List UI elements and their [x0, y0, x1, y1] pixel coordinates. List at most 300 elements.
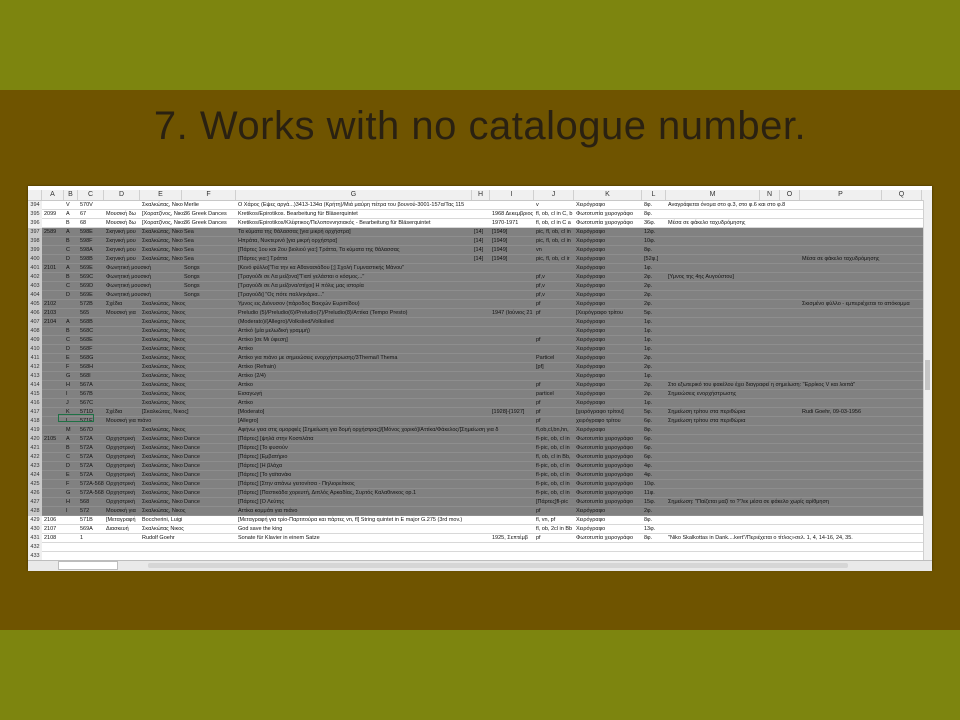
- cell-e[interactable]: [142, 282, 181, 291]
- cell-h[interactable]: [474, 516, 489, 525]
- cell-a[interactable]: 2107: [44, 526, 57, 532]
- cell-d[interactable]: [106, 381, 139, 390]
- scrollbar-thumb[interactable]: [925, 360, 930, 390]
- column-header[interactable]: Q: [882, 190, 922, 200]
- cell-f[interactable]: [184, 327, 235, 336]
- row-number[interactable]: 402: [28, 273, 42, 282]
- cell-e[interactable]: Σκαλκώτας, Νικος: [142, 328, 186, 334]
- cell-m[interactable]: [668, 363, 759, 372]
- table-row[interactable]: [28, 399, 932, 408]
- cell-b[interactable]: B: [66, 274, 70, 280]
- cell-a[interactable]: [44, 246, 63, 255]
- cell-g[interactable]: [Moderato]: [238, 409, 265, 415]
- cell-c[interactable]: 598F: [80, 238, 93, 244]
- cell-c[interactable]: 568: [80, 499, 90, 505]
- cell-l[interactable]: 2φ.: [644, 508, 653, 514]
- cell-a[interactable]: [44, 291, 63, 300]
- cell-d[interactable]: Ορχηστρική: [106, 481, 136, 487]
- cell-c[interactable]: 572A: [80, 463, 93, 469]
- cell-c[interactable]: 598A: [80, 247, 93, 253]
- cell-g[interactable]: Αττίκα κομμάτι για πιάνο: [238, 508, 298, 514]
- cell-k[interactable]: Φωτοτυπία χειρογράφο: [576, 499, 634, 505]
- cell-d[interactable]: [Μεταγραφή: [106, 517, 136, 523]
- cell-e[interactable]: Σκαλκώτας, Νικος: [142, 391, 186, 397]
- cell-h[interactable]: [474, 282, 489, 291]
- cell-d[interactable]: [106, 327, 139, 336]
- table-row[interactable]: [28, 201, 932, 210]
- cell-e[interactable]: Σκαλκώτας, Νικο: [142, 463, 183, 469]
- cell-g[interactable]: [Κενό φύλλο]"Για την κα Αθανασιάδου [;] Σχολή Γυμναστικής Μάνου": [238, 265, 405, 271]
- cell-j[interactable]: pf: [536, 337, 541, 343]
- table-row[interactable]: [28, 525, 932, 534]
- cell-p[interactable]: [802, 336, 881, 345]
- cell-l[interactable]: 2φ.: [644, 292, 653, 298]
- cell-j[interactable]: vn: [536, 247, 542, 253]
- cell-f[interactable]: 36 Greek Dances: [184, 211, 227, 217]
- cell-m[interactable]: Σημειώσεις ενορχήστρωσης: [668, 391, 737, 397]
- cell-i[interactable]: [492, 273, 533, 282]
- cell-c[interactable]: 570V: [80, 202, 93, 208]
- cell-e[interactable]: Σκαλκώτας, Νικος: [142, 382, 186, 388]
- cell-d[interactable]: Μουσική για: [106, 508, 136, 514]
- table-row[interactable]: [28, 462, 932, 471]
- cell-d[interactable]: [106, 336, 139, 345]
- cell-f[interactable]: Songs: [184, 265, 200, 271]
- row-number[interactable]: 398: [28, 237, 42, 246]
- cell-e[interactable]: Σκαλκώτας, Νικο: [142, 436, 183, 442]
- cell-g[interactable]: Υμνος εις Διόνυσον (πάροδος Βακχών Ευριπίδου): [238, 301, 360, 307]
- cell-p[interactable]: [802, 498, 881, 507]
- cell-h[interactable]: [474, 354, 489, 363]
- cell-g[interactable]: [Allegro]: [238, 418, 259, 424]
- cell-k[interactable]: Χειρόγραφο: [576, 427, 606, 433]
- table-row[interactable]: [28, 408, 932, 417]
- table-row[interactable]: [28, 453, 932, 462]
- cell-g[interactable]: Αττίκο: [238, 346, 253, 352]
- cell-i[interactable]: [492, 489, 533, 498]
- cell-m[interactable]: Μέσα σε φάκελο ταχυδρόμησης: [668, 220, 746, 226]
- cell-g[interactable]: [Πάρτες] [Το φυσούν: [238, 445, 288, 451]
- cell-g[interactable]: Τα κύματα της θάλασσας [για μικρή ορχήστρα]: [238, 229, 351, 235]
- cell-a[interactable]: [44, 543, 63, 552]
- cell-p[interactable]: [802, 516, 881, 525]
- cell-l[interactable]: 2φ.: [644, 283, 653, 289]
- cell-i[interactable]: [1949]: [492, 256, 508, 262]
- table-row[interactable]: [28, 291, 932, 300]
- cell-j[interactable]: [pf]: [536, 364, 544, 370]
- cell-m[interactable]: [668, 282, 759, 291]
- cell-a[interactable]: [44, 273, 63, 282]
- cell-i[interactable]: [492, 543, 533, 552]
- row-number[interactable]: 410: [28, 345, 42, 354]
- cell-l[interactable]: [644, 543, 665, 552]
- cell-i[interactable]: [492, 381, 533, 390]
- cell-f[interactable]: Dance: [184, 490, 200, 496]
- cell-j[interactable]: fl, ob, cl in Bb,: [536, 454, 571, 460]
- cell-h[interactable]: [474, 201, 489, 210]
- cell-e[interactable]: Σκαλκώτας, Νικος: [142, 355, 186, 361]
- cell-j[interactable]: fl, vn, pf: [536, 517, 556, 523]
- cell-h[interactable]: [474, 543, 489, 552]
- table-row[interactable]: [28, 327, 932, 336]
- table-row[interactable]: [28, 363, 932, 372]
- cell-b[interactable]: G: [66, 490, 71, 496]
- cell-f[interactable]: Songs: [184, 292, 200, 298]
- cell-g[interactable]: [Πάρτες] [Η βλάχα: [238, 463, 283, 469]
- cell-l[interactable]: 8φ.: [644, 211, 653, 217]
- cell-p[interactable]: [802, 444, 881, 453]
- cell-d[interactable]: Ορχηστρική: [106, 463, 136, 469]
- cell-m[interactable]: "Niko Skalkottas in Dank....kert"/Περιέχεται ο τίτλος»σελ. 1, 4, 14-16, 24, 35.: [668, 535, 853, 541]
- cell-m[interactable]: [668, 507, 759, 516]
- cell-i[interactable]: 1968 Δεκεμβριος: [492, 211, 534, 217]
- cell-a[interactable]: 2108: [44, 535, 57, 541]
- cell-a[interactable]: [44, 282, 63, 291]
- cell-m[interactable]: [668, 264, 759, 273]
- cell-c[interactable]: 68: [80, 220, 87, 226]
- cell-j[interactable]: [536, 345, 573, 354]
- cell-f[interactable]: [184, 543, 235, 552]
- cell-k[interactable]: Φωτοτυπία χειρογράφο: [576, 490, 634, 496]
- cell-b[interactable]: H: [66, 499, 70, 505]
- cell-f[interactable]: 36 Greek Dances: [184, 220, 227, 226]
- cell-d[interactable]: Διασκευή: [106, 526, 129, 532]
- cell-l[interactable]: 2φ.: [644, 274, 653, 280]
- cell-f[interactable]: [184, 390, 235, 399]
- table-row[interactable]: [28, 264, 932, 273]
- cell-l[interactable]: 6φ.: [644, 418, 653, 424]
- cell-c[interactable]: 567B: [80, 391, 93, 397]
- cell-f[interactable]: Sea: [184, 256, 194, 262]
- cell-p[interactable]: [802, 453, 881, 462]
- cell-l[interactable]: 1φ.: [644, 346, 653, 352]
- cell-j[interactable]: fl-pic, ob, cl in: [536, 481, 570, 487]
- cell-p[interactable]: [802, 390, 881, 399]
- cell-p[interactable]: [802, 327, 881, 336]
- cell-i[interactable]: [492, 318, 533, 327]
- cell-j[interactable]: [536, 372, 573, 381]
- cell-p[interactable]: [802, 354, 881, 363]
- cell-f[interactable]: [184, 516, 235, 525]
- cell-k[interactable]: Φωτοτυπία χειρογράφο: [576, 445, 634, 451]
- cell-l[interactable]: 4φ.: [644, 472, 653, 478]
- cell-b[interactable]: E: [66, 472, 70, 478]
- cell-a[interactable]: 2099: [44, 211, 57, 217]
- cell-g[interactable]: Αττίκο (2/4): [238, 373, 266, 379]
- cell-m[interactable]: [668, 471, 759, 480]
- table-row[interactable]: [28, 228, 932, 237]
- cell-k[interactable]: Χειρόγραφο: [576, 391, 606, 397]
- cell-g[interactable]: (Moderato)/(Allegro)/Volkslied/Volkslied: [238, 319, 334, 325]
- cell-b[interactable]: D: [66, 463, 70, 469]
- cell-f[interactable]: Songs: [184, 283, 200, 289]
- cell-h[interactable]: [474, 390, 489, 399]
- cell-m[interactable]: [668, 399, 759, 408]
- cell-g[interactable]: Kretikos/Epirotikos. Bearbeitung für Bläserquintet: [238, 211, 358, 217]
- cell-k[interactable]: Χειρόγραφο: [576, 373, 606, 379]
- cell-c[interactable]: 568I: [80, 373, 91, 379]
- cell-i[interactable]: [492, 300, 533, 309]
- cell-d[interactable]: [106, 363, 139, 372]
- row-number[interactable]: 432: [28, 543, 42, 552]
- cell-e[interactable]: Σκαλκώτας, Νικο: [142, 247, 183, 253]
- cell-l[interactable]: 11φ.: [644, 490, 655, 496]
- cell-j[interactable]: pic, fl, ob, cl in: [536, 229, 571, 235]
- cell-h[interactable]: [474, 327, 489, 336]
- cell-i[interactable]: 1925, Σεπτέμβ: [492, 535, 528, 541]
- cell-p[interactable]: [802, 417, 881, 426]
- cell-m[interactable]: [668, 372, 759, 381]
- cell-p[interactable]: [802, 228, 881, 237]
- cell-p[interactable]: [802, 273, 881, 282]
- cell-a[interactable]: [44, 201, 63, 210]
- cell-e[interactable]: Σκαλκώτας, Νικος: [142, 337, 186, 343]
- cell-p[interactable]: [802, 543, 881, 552]
- cell-f[interactable]: Sea: [184, 238, 194, 244]
- cell-h[interactable]: [474, 498, 489, 507]
- table-row[interactable]: [28, 426, 932, 435]
- cell-a[interactable]: [44, 390, 63, 399]
- cell-f[interactable]: Sea: [184, 247, 194, 253]
- cell-p[interactable]: [802, 210, 881, 219]
- cell-f[interactable]: [184, 336, 235, 345]
- cell-c[interactable]: 572A: [80, 436, 93, 442]
- cell-m[interactable]: [668, 228, 759, 237]
- cell-m[interactable]: [668, 453, 759, 462]
- cell-m[interactable]: Στο εξωτερικό του φακέλου έχει διαγραφεί η σημείωση: "Ερρίκος V και λοιπά": [668, 382, 856, 388]
- cell-d[interactable]: Φωνητική μουσική: [106, 283, 151, 289]
- cell-i[interactable]: [492, 201, 533, 210]
- cell-l[interactable]: 8φ.: [644, 535, 653, 541]
- cell-h[interactable]: [474, 507, 489, 516]
- cell-a[interactable]: [44, 408, 63, 417]
- cell-k[interactable]: Φωτοτυπία χειρογράφο: [576, 472, 634, 478]
- table-row[interactable]: [28, 516, 932, 525]
- cell-g[interactable]: Αττίκο: [238, 382, 253, 388]
- row-number[interactable]: 422: [28, 453, 42, 462]
- cell-d[interactable]: [106, 345, 139, 354]
- cell-k[interactable]: Φωτοτυπία χειρογράφο: [576, 535, 634, 541]
- cell-d[interactable]: Μουσική δω: [106, 211, 136, 217]
- cell-l[interactable]: 10φ.: [644, 238, 656, 244]
- cell-k[interactable]: Φωτοτυπία χειρογράφο: [576, 463, 634, 469]
- cell-j[interactable]: Particel: [536, 355, 555, 361]
- row-number[interactable]: 427: [28, 498, 42, 507]
- row-number[interactable]: 408: [28, 327, 42, 336]
- cell-c[interactable]: 568E: [80, 337, 93, 343]
- cell-d[interactable]: Σκηνική μου: [106, 229, 136, 235]
- cell-d[interactable]: [106, 372, 139, 381]
- cell-c[interactable]: 568C: [80, 328, 94, 334]
- table-row[interactable]: [28, 480, 932, 489]
- cell-c[interactable]: 569A: [80, 526, 93, 532]
- cell-m[interactable]: [668, 345, 759, 354]
- cell-j[interactable]: pf: [536, 409, 541, 415]
- cell-p[interactable]: [802, 291, 881, 300]
- cell-m[interactable]: Αναγράφεται όνομα στο φ.3, στο φ.6 και στο φ.8: [668, 202, 786, 208]
- column-header[interactable]: K: [574, 190, 642, 200]
- cell-d[interactable]: Ορχηστρική: [106, 472, 136, 478]
- cell-h[interactable]: [474, 336, 489, 345]
- cell-f[interactable]: [184, 417, 235, 426]
- cell-g[interactable]: [Πάρτες 1ου και 2ου βιολιού για:] Τράττα, Τα κύματα της θάλασσας: [238, 247, 400, 253]
- cell-i[interactable]: 1970-1971: [492, 220, 519, 226]
- cell-g[interactable]: [Μεταγραφή για τρίο-Παρτιτούρα και πάρτες vn, fl] String quintet in E major G.275 (3rd mov.): [238, 517, 463, 523]
- row-number[interactable]: 431: [28, 534, 42, 543]
- cell-i[interactable]: [492, 444, 533, 453]
- cell-f[interactable]: [184, 525, 235, 534]
- cell-a[interactable]: [44, 345, 63, 354]
- vertical-scrollbar[interactable]: [923, 200, 932, 560]
- cell-c[interactable]: 565: [80, 310, 90, 316]
- cell-e[interactable]: Σκαλκώτας, Νικο: [142, 472, 183, 478]
- cell-k[interactable]: Χειρόγραφο: [576, 265, 606, 271]
- cell-b[interactable]: [66, 543, 77, 552]
- cell-i[interactable]: [492, 354, 533, 363]
- cell-p[interactable]: [802, 426, 881, 435]
- table-row[interactable]: [28, 282, 932, 291]
- table-row[interactable]: [28, 543, 932, 552]
- cell-f[interactable]: Dance: [184, 463, 200, 469]
- cell-p[interactable]: [802, 237, 881, 246]
- cell-d[interactable]: Ορχηστρική: [106, 436, 136, 442]
- cell-k[interactable]: Χειρόγραφο: [576, 382, 606, 388]
- cell-f[interactable]: Dance: [184, 445, 200, 451]
- row-number[interactable]: 404: [28, 291, 42, 300]
- cell-b[interactable]: [66, 534, 77, 543]
- cell-l[interactable]: 2φ.: [644, 355, 653, 361]
- sheet-tab[interactable]: [58, 561, 118, 570]
- cell-k[interactable]: Χειρόγραφο: [576, 319, 606, 325]
- cell-g[interactable]: [Τραγούδι σε Λα μείζονα/στίχοι] Η πόλις μας ιστορία: [238, 283, 364, 289]
- cell-h[interactable]: [474, 408, 489, 417]
- cell-k[interactable]: Χειρόγραφο: [576, 274, 606, 280]
- cell-b[interactable]: J: [66, 400, 69, 406]
- cell-m[interactable]: [668, 300, 759, 309]
- cell-d[interactable]: [106, 426, 139, 435]
- cell-c[interactable]: 569C: [80, 274, 94, 280]
- cell-p[interactable]: [802, 489, 881, 498]
- cell-c[interactable]: 572A: [80, 472, 93, 478]
- cell-j[interactable]: fl-pic, ob, cl in: [536, 472, 570, 478]
- cell-h[interactable]: [14]: [474, 247, 484, 253]
- cell-e[interactable]: [142, 417, 181, 426]
- cell-g[interactable]: Ηπράτα, Νυκτερινό [για μικρή ορχήστρα]: [238, 238, 338, 244]
- row-number[interactable]: 423: [28, 462, 42, 471]
- cell-c[interactable]: 568H: [80, 364, 94, 370]
- cell-j[interactable]: fl-pic, ob, cl in: [536, 463, 570, 469]
- cell-h[interactable]: [474, 264, 489, 273]
- row-number[interactable]: 415: [28, 390, 42, 399]
- cell-e[interactable]: Σκαλκώτας, Νικος: [142, 508, 186, 514]
- cell-g[interactable]: [238, 543, 471, 552]
- cell-m[interactable]: Σημείωση τρίτου στα περιθώρια: [668, 409, 746, 415]
- cell-b[interactable]: C: [66, 247, 70, 253]
- cell-m[interactable]: Σημείωση τρίτου στα περιθώρια: [668, 418, 746, 424]
- cell-m[interactable]: [668, 318, 759, 327]
- cell-l[interactable]: 2φ.: [644, 382, 653, 388]
- cell-h[interactable]: [474, 480, 489, 489]
- cell-l[interactable]: 13φ.: [644, 526, 656, 532]
- cell-i[interactable]: [492, 291, 533, 300]
- cell-k[interactable]: Χειρόγραφο: [576, 238, 606, 244]
- cell-b[interactable]: V: [66, 202, 70, 208]
- cell-i[interactable]: [492, 345, 533, 354]
- cell-k[interactable]: Χειρόγραφο: [576, 517, 606, 523]
- cell-b[interactable]: A: [66, 265, 70, 271]
- cell-i[interactable]: [492, 426, 533, 435]
- cell-e[interactable]: [142, 543, 181, 552]
- cell-l[interactable]: 6φ.: [644, 445, 653, 451]
- cell-l[interactable]: 8φ.: [644, 202, 653, 208]
- cell-c[interactable]: 572A: [80, 445, 93, 451]
- cell-j[interactable]: pf: [536, 310, 541, 316]
- cell-m[interactable]: [668, 354, 759, 363]
- cell-b[interactable]: C: [66, 283, 70, 289]
- cell-l[interactable]: [52φ.]: [644, 256, 659, 262]
- cell-h[interactable]: [474, 462, 489, 471]
- cell-j[interactable]: pf,v: [536, 274, 545, 280]
- cell-d[interactable]: Σκηνική μου: [106, 247, 136, 253]
- cell-p[interactable]: [802, 462, 881, 471]
- cell-g[interactable]: God save the king: [238, 526, 283, 532]
- cell-p[interactable]: [802, 381, 881, 390]
- table-row[interactable]: [28, 507, 932, 516]
- cell-i[interactable]: [492, 480, 533, 489]
- cell-a[interactable]: [44, 507, 63, 516]
- cell-k[interactable]: Χειρόγραφο: [576, 301, 606, 307]
- cell-b[interactable]: A: [66, 211, 70, 217]
- cell-c[interactable]: 567C: [80, 400, 94, 406]
- cell-e[interactable]: Σκαλκώτας, Νικο: [142, 490, 183, 496]
- cell-e[interactable]: Σκαλκώτας, Νικος: [142, 310, 186, 316]
- cell-g[interactable]: Sonate für Klavier in einem Satze: [238, 535, 320, 541]
- cell-a[interactable]: [44, 363, 63, 372]
- cell-h[interactable]: [14]: [474, 256, 484, 262]
- cell-a[interactable]: [44, 255, 63, 264]
- cell-k[interactable]: Χειρόγραφο: [576, 256, 606, 262]
- cell-j[interactable]: pf: [536, 535, 541, 541]
- column-header[interactable]: C: [78, 190, 104, 200]
- cell-c[interactable]: 568G: [80, 355, 94, 361]
- cell-l[interactable]: 6φ.: [644, 454, 653, 460]
- cell-a[interactable]: [44, 372, 63, 381]
- cell-a[interactable]: [44, 354, 63, 363]
- cell-i[interactable]: [1949]: [492, 247, 508, 253]
- cell-k[interactable]: Χειρόγραφο: [576, 247, 606, 253]
- cell-a[interactable]: 2104: [44, 319, 57, 325]
- cell-g[interactable]: Αττίκο (Refrain): [238, 364, 276, 370]
- cell-g[interactable]: [Πάρτες] [Στην απάνω γειτονίτσα - Πηλιορείτικος: [238, 481, 355, 487]
- cell-c[interactable]: 572A-568: [80, 481, 104, 487]
- cell-l[interactable]: 12φ.: [644, 229, 656, 235]
- cell-g[interactable]: Αττίκο: [238, 400, 253, 406]
- cell-j[interactable]: fl, ob, cl in C, b: [536, 211, 573, 217]
- cell-a[interactable]: 2589: [44, 229, 57, 235]
- row-number[interactable]: 401: [28, 264, 42, 273]
- cell-h[interactable]: [474, 453, 489, 462]
- cell-b[interactable]: F: [66, 481, 70, 487]
- cell-m[interactable]: [668, 327, 759, 336]
- table-row[interactable]: [28, 336, 932, 345]
- cell-j[interactable]: [536, 318, 573, 327]
- cell-p[interactable]: [802, 318, 881, 327]
- cell-h[interactable]: [474, 309, 489, 318]
- cell-p[interactable]: [802, 507, 881, 516]
- cell-j[interactable]: [536, 543, 573, 552]
- cell-g[interactable]: [Τραγούδι σε Λα μείζονα]"Γιατί γελάσται ο κόσμος...": [238, 274, 365, 280]
- column-header[interactable]: A: [42, 190, 64, 200]
